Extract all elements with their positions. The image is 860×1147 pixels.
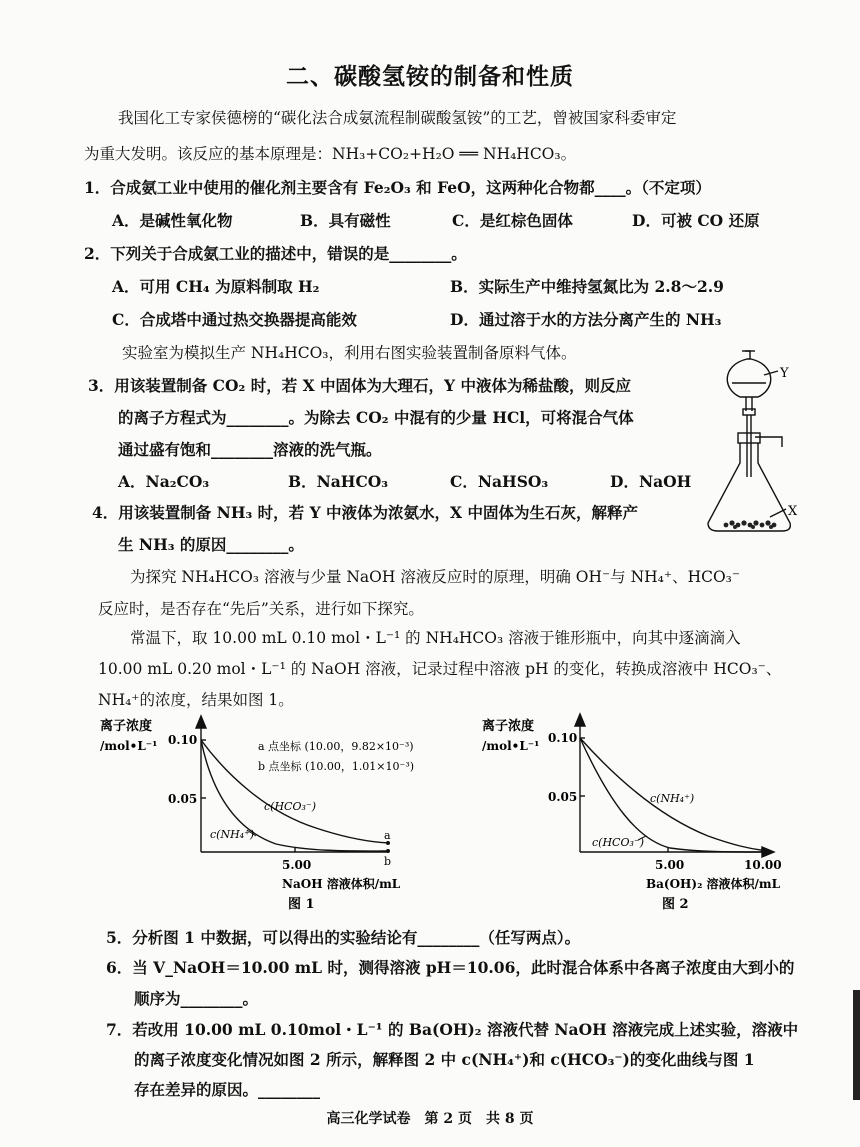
q3-option-d: D．NaOH xyxy=(610,472,692,491)
q3-line-2: 的离子方程式为________。为除去 CO₂ 中混有的少量 HCl，可将混合气体 xyxy=(118,408,634,427)
fig2-tick-y-mid: 0.05 xyxy=(548,790,578,804)
fig1-curve-label-nh4: c(NH₄⁺) xyxy=(210,828,255,841)
intro-line-1: 我国化工专家侯德榜的“碳化法合成氨流程制碳酸氢铵”的工艺，曾被国家科委审定 xyxy=(118,109,677,127)
fig2-caption: 图 2 xyxy=(662,897,689,912)
q4-line-1: 4．用该装置制备 NH₃ 时，若 Y 中液体为浓氨水，X 中固体为生石灰，解释产 xyxy=(92,503,638,522)
q7-line-3: 存在差异的原因。________ xyxy=(134,1080,321,1099)
fig1-label-a: a xyxy=(384,829,391,842)
fig2-tick-x-10: 10.00 xyxy=(744,858,782,872)
fig2-curve-label-hco3: c(HCO₃⁻) xyxy=(592,836,644,849)
fig2-tick-y-top: 0.10 xyxy=(548,731,578,745)
q1-option-c: C．是红棕色固体 xyxy=(452,211,573,230)
q7-line-2: 的离子浓度变化情况如图 2 所示，解释图 2 中 c(NH₄⁺)和 c(HCO₃⁻)的变化曲线与图 1 xyxy=(134,1050,755,1069)
q6-line-1: 6．当 V_NaOH＝10.00 mL 时，测得溶液 pH＝10.06，此时混合体系中各离子浓度由大到小的 xyxy=(106,958,795,977)
explore-line-5: NH₄⁺的浓度，结果如图 1。 xyxy=(98,691,294,709)
q6-line-2: 顺序为________。 xyxy=(134,989,259,1008)
fig2-ylabel-1: 离子浓度 xyxy=(482,719,535,734)
q3-option-a: A．Na₂CO₃ xyxy=(118,472,210,491)
q4-line-2: 生 NH₃ 的原因________。 xyxy=(118,535,304,554)
q3-line-3: 通过盛有饱和________溶液的洗气瓶。 xyxy=(118,440,382,459)
solid-granules xyxy=(724,520,777,529)
explore-line-2: 反应时，是否存在“先后”关系，进行如下探究。 xyxy=(98,600,424,618)
fig2-ylabel-2: /mol•L⁻¹ xyxy=(482,739,540,753)
fig1-curve-label-hco3: c(HCO₃⁻) xyxy=(264,800,316,813)
q1-option-d: D．可被 CO 还原 xyxy=(632,211,760,230)
q2-option-b: B．实际生产中维持氢氮比为 2.8～2.9 xyxy=(450,277,724,296)
q2-option-d: D．通过溶于水的方法分离产生的 NH₃ xyxy=(450,310,722,329)
q2-option-a: A．可用 CH₄ 为原料制取 H₂ xyxy=(112,277,320,296)
fig2-curve-label-nh4: c(NH₄⁺) xyxy=(650,792,695,805)
fig1-ylabel-1: 离子浓度 xyxy=(100,719,153,734)
q2-stem: 2．下列关于合成氨工业的描述中，错误的是________。 xyxy=(84,244,467,263)
fig2-xlabel: Ba(OH)₂ 溶液体积/mL xyxy=(646,877,781,891)
fig1-point-b xyxy=(386,849,390,853)
fig1-tick-y-top: 0.10 xyxy=(168,733,198,747)
q5-stem: 5．分析图 1 中数据，可以得出的实验结论有________（任写两点）。 xyxy=(106,928,581,947)
fig1-caption: 图 1 xyxy=(288,897,315,912)
fig1-note-a: a 点坐标 (10.00，9.82×10⁻³) xyxy=(258,740,414,753)
q1-option-b: B．具有磁性 xyxy=(300,211,391,230)
section-title: 二、碳酸氢铵的制备和性质 xyxy=(286,64,574,90)
explore-line-4: 10.00 mL 0.20 mol・L⁻¹ 的 NaOH 溶液，记录过程中溶液 pH 的变化，转换成溶液中 HCO₃⁻、 xyxy=(98,660,782,678)
lab-intro: 实验室为模拟生产 NH₄HCO₃，利用右图实验装置制备原料气体。 xyxy=(122,344,577,362)
figure-1 xyxy=(96,712,436,917)
apparatus-y-label: Y xyxy=(780,366,789,381)
q3-line-1: 3．用该装置制备 CO₂ 时，若 X 中固体为大理石，Y 中液体为稀盐酸，则反应 xyxy=(88,376,631,395)
explore-line-1: 为探究 NH₄HCO₃ 溶液与少量 NaOH 溶液反应时的原理，明确 OH⁻与 NH₄⁺、HCO₃⁻ xyxy=(130,568,741,586)
q2-option-c: C．合成塔中通过热交换器提高能效 xyxy=(112,310,357,329)
q7-line-1: 7．若改用 10.00 mL 0.10mol・L⁻¹ 的 Ba(OH)₂ 溶液代替 NaOH 溶液完成上述实验，溶液中 xyxy=(106,1020,799,1039)
intro-line-2: 为重大发明。该反应的基本原理是：NH₃+CO₂+H₂O ══ NH₄HCO₃。 xyxy=(84,145,577,163)
fig1-tick-y-mid: 0.05 xyxy=(168,792,198,806)
fig1-xlabel: NaOH 溶液体积/mL xyxy=(282,877,401,891)
q3-option-b: B．NaHCO₃ xyxy=(288,472,389,491)
apparatus-x-label: X xyxy=(788,504,798,519)
fig2-tick-x-5: 5.00 xyxy=(655,858,685,872)
q1-option-a: A．是碱性氧化物 xyxy=(112,211,233,230)
fig1-note-b: b 点坐标 (10.00，1.01×10⁻³) xyxy=(258,760,415,773)
fig1-label-b: b xyxy=(384,855,392,868)
explore-line-3: 常温下，取 10.00 mL 0.10 mol・L⁻¹ 的 NH₄HCO₃ 溶液于锥形瓶中，向其中逐滴滴入 xyxy=(130,629,741,647)
page-footer: 高三化学试卷 第 2 页 共 8 页 xyxy=(326,1111,534,1127)
fig1-tick-x: 5.00 xyxy=(282,858,312,872)
scan-edge-shadow xyxy=(853,990,860,1100)
figure-2 xyxy=(478,712,803,917)
fig1-ylabel-2: /mol•L⁻¹ xyxy=(100,739,158,753)
q1-stem: 1．合成氨工业中使用的催化剂主要含有 Fe₂O₃ 和 FeO，这两种化合物都____。（不定项） xyxy=(84,178,711,197)
apparatus-diagram xyxy=(700,345,805,545)
q3-option-c: C．NaHSO₃ xyxy=(450,472,549,491)
